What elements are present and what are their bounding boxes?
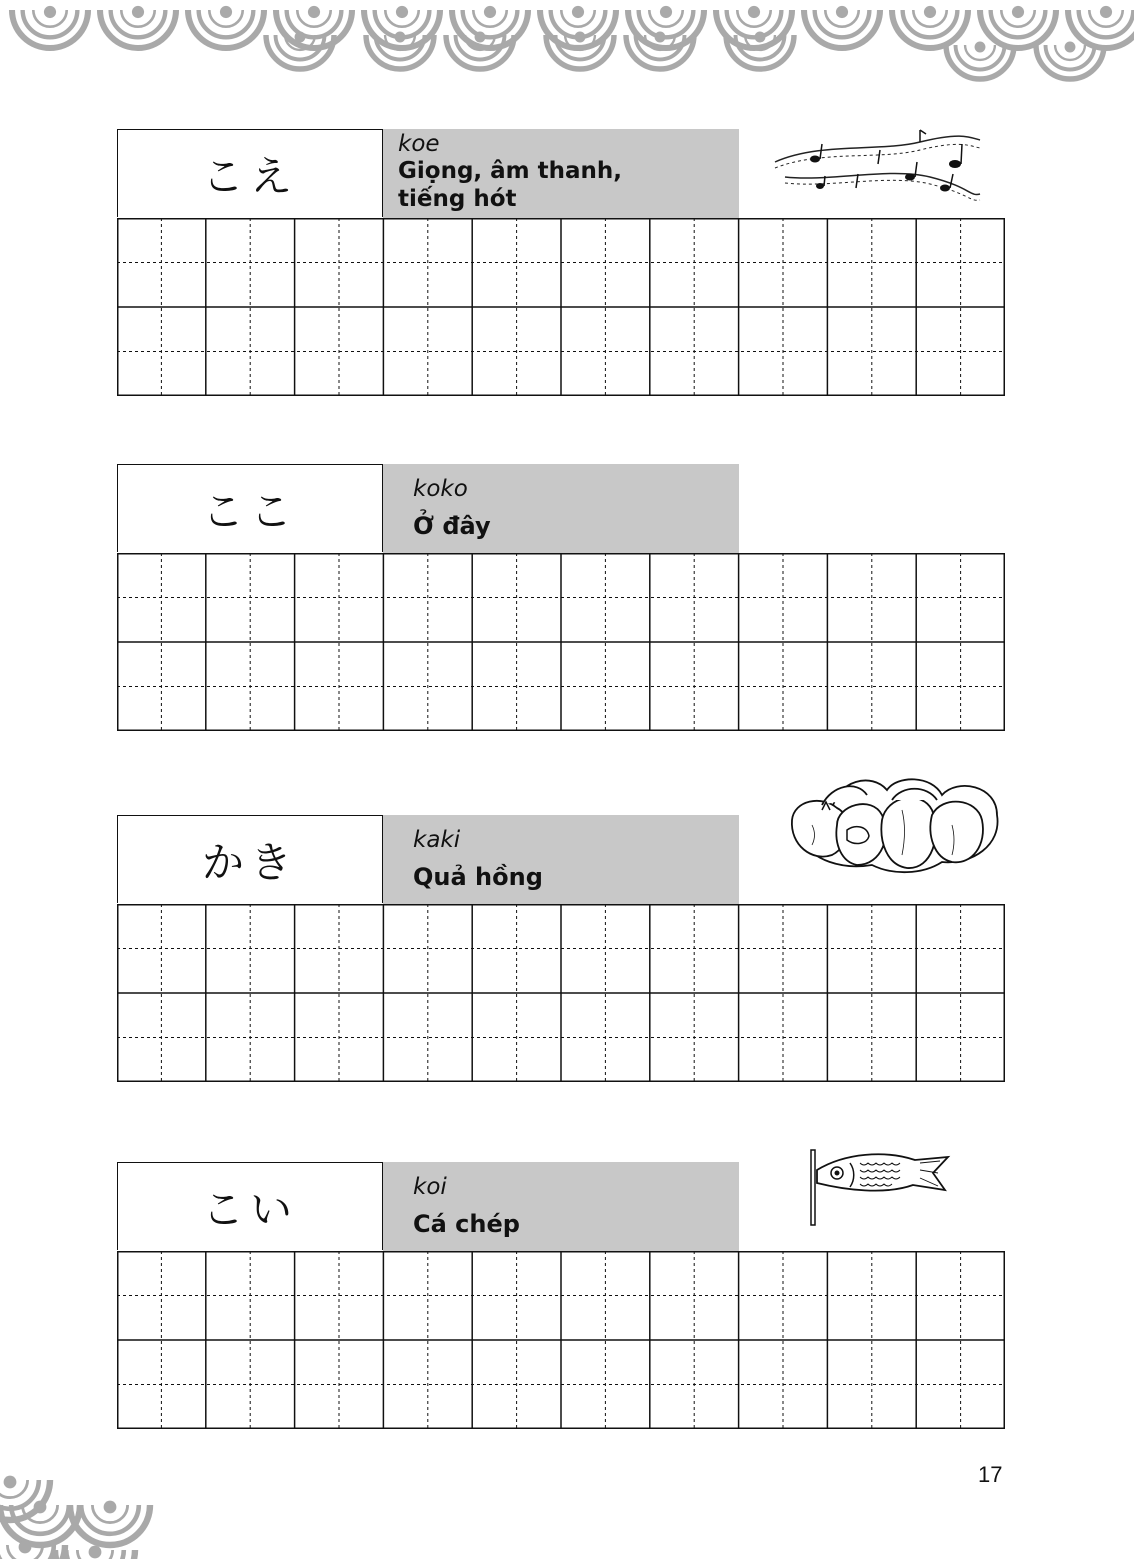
kana-display: ここ [117,464,383,552]
romaji-label: kaki [413,827,461,853]
meaning-label: Ở đây [413,512,491,540]
practice-grid[interactable] [117,218,1005,396]
carp-streamer-icon [805,1145,953,1230]
meaning-box [383,815,739,904]
kana-display: かき [117,815,383,903]
page-number: 17 [978,1462,1003,1487]
wave-dot [395,32,406,43]
persimmons-icon [782,770,1004,878]
wave-dot [308,6,320,18]
wave-dot [396,6,408,18]
wave-pattern-bottom-decoration [0,1460,170,1559]
romaji-label: koi [413,1174,447,1200]
music-notes-icon [770,122,985,207]
wave-dot [1100,6,1112,18]
practice-grid[interactable] [117,904,1005,1082]
wave-dot [924,6,936,18]
wave-dot [755,32,766,43]
wave-dot [19,1541,32,1554]
kana-display: こい [117,1162,383,1250]
wave-dot [295,32,306,43]
meaning-box [383,129,739,218]
wave-dot [660,6,672,18]
meaning-label: Quả hồng [413,863,543,891]
meaning-label: Cá chép [413,1210,520,1238]
wave-dot [104,1501,117,1514]
romaji-label: koe [398,131,440,157]
meaning-box [383,464,739,553]
wave-dot [132,6,144,18]
wave-dot [655,32,666,43]
wave-dot [836,6,848,18]
meaning-label: Giọng, âm thanh, tiếng hót [398,158,623,212]
wave-dot [1012,6,1024,18]
wave-dot [748,6,760,18]
kana-display: こえ [117,129,383,217]
wave-dot [4,1476,17,1489]
wave-dot [484,6,496,18]
practice-grid[interactable] [117,553,1005,731]
wave-dot [975,42,986,53]
meaning-box [383,1162,739,1251]
word-block-koko [117,464,1005,731]
wave-dot [1065,42,1076,53]
wave-dot [475,32,486,43]
wave-dot [572,6,584,18]
practice-grid[interactable] [117,1251,1005,1429]
wave-dot [44,6,56,18]
wave-dot [89,1546,102,1559]
wave-pattern-top-decoration [0,0,1134,90]
wave-dot [220,6,232,18]
wave-dot [575,32,586,43]
romaji-label: koko [413,476,468,502]
